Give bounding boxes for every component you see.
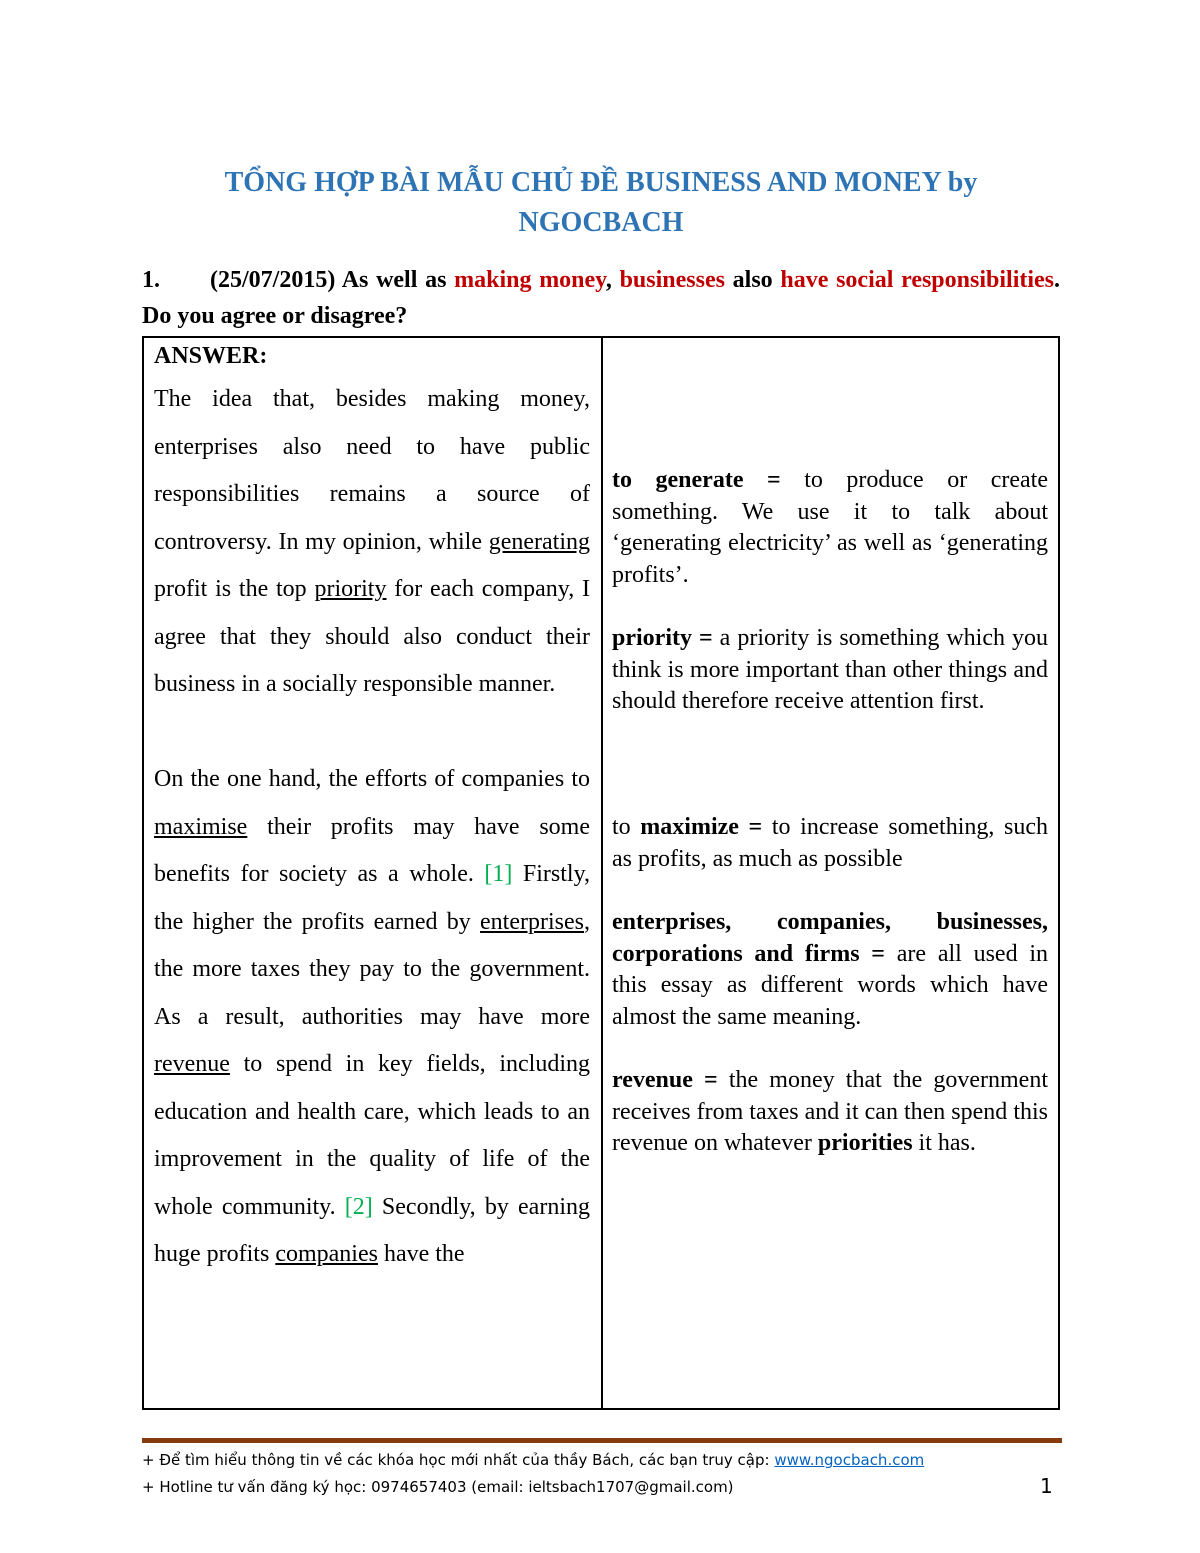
page-number: 1 — [1040, 1474, 1053, 1498]
answer-text: Secondly, by earning huge profits — [154, 1193, 590, 1267]
vocab-definition: a priority is something which you think is more important than other things and should therefore receive attention first. — [612, 625, 1049, 714]
vocab-term: to generate = — [612, 467, 781, 493]
point-marker-2: [2] — [344, 1193, 373, 1220]
answer-text: The idea that, besides making money, enterprises also need to have public responsibilities remains a source of controversy. In my opinion, while — [154, 386, 590, 555]
vocab-term: maximize = — [640, 814, 763, 840]
answer-column — [154, 338, 590, 1279]
title-line-2: NGOCBACH — [518, 207, 684, 238]
vocab-term: enterprises, companies, businesses, corporations and firms = — [612, 909, 1048, 967]
vocab-term: priority = — [612, 625, 713, 651]
question-highlight-businesses: businesses — [619, 267, 725, 293]
answer-text: Firstly, the higher the profits earned by — [154, 861, 591, 935]
vocab-definition: are all used in this essay as different words which have almost the same meaning. — [612, 940, 1049, 1030]
vocab-definition: to increase something, such as profits, as much as possible — [612, 814, 1048, 872]
footer-text: + Để tìm hiểu thông tin về các khóa học mới nhất của thầy Bách, các bạn truy cập: — [142, 1451, 775, 1469]
question-text-1: As well as — [341, 267, 447, 293]
question-date: (25/07/2015) — [210, 267, 336, 293]
vocab-entry-revenue — [612, 1065, 1048, 1160]
answer-paragraph-1 — [154, 376, 590, 709]
vocab-term: revenue = — [612, 1067, 718, 1093]
question-text-2: , — [605, 267, 612, 293]
vocab-entry-enterprises — [612, 907, 1048, 1033]
answer-text: to spend in key fields, including education and health care, which leads to an improvement in the quality of life of the whole community. — [154, 1051, 590, 1220]
footer-rule — [142, 1438, 1062, 1443]
vocab-definition: to produce or create something. We use it to talk about ‘generating electricity’ as well as ‘generating profits’. — [612, 467, 1048, 588]
vocab-underline-priority: priority — [314, 576, 387, 602]
vocab-prefix: to — [612, 814, 641, 840]
answer-text: have the — [377, 1241, 465, 1267]
question-heading — [142, 262, 1060, 334]
vocab-underline-revenue: revenue — [154, 1051, 230, 1077]
vocab-underline-enterprises: enterprises — [480, 908, 584, 935]
answer-text: On the one hand, the efforts of companies to — [154, 766, 590, 792]
vocab-entry-priority — [612, 623, 1048, 718]
question-number: 1. — [142, 267, 160, 293]
vocab-underline-companies: companies — [275, 1241, 378, 1267]
question-text-4: . Do you agree or disagree? — [142, 267, 1061, 329]
answer-text: , the more taxes they pay to the government. As a result, authorities may have more — [154, 908, 590, 1030]
vocab-definition-end: it has. — [912, 1130, 976, 1156]
title-line-1: TỔNG HỢP BÀI MẪU CHỦ ĐỀ BUSINESS AND MONEY by — [224, 167, 978, 198]
vocab-entry-generate — [612, 465, 1048, 591]
vocab-bold-priorities: priorities — [817, 1130, 913, 1156]
question-text-3: also — [732, 267, 773, 293]
answer-label: ANSWER: — [154, 343, 268, 369]
document-title — [142, 163, 1060, 243]
point-marker-1: [1] — [484, 861, 513, 887]
footer-website-link[interactable]: www.ngocbach.com — [774, 1451, 925, 1469]
column-divider — [601, 338, 603, 1408]
answer-text: their profits may have some benefits for society as a whole. — [154, 813, 590, 887]
answer-text: profit is the top — [154, 576, 315, 602]
question-highlight-social-responsibilities: have social responsibilities — [780, 267, 1055, 293]
answer-table — [142, 336, 1060, 1410]
vocab-underline-generating: generating — [488, 528, 590, 555]
vocab-definition: the money that the government receives from taxes and it can then spend this revenue on whatever — [612, 1067, 1049, 1156]
answer-text: for each company, I agree that they should also conduct their business in a socially responsible manner. — [154, 576, 590, 697]
answer-paragraph-2 — [154, 756, 590, 1279]
question-highlight-making-money: making money — [454, 267, 606, 293]
footer-line-2: + Hotline tư vấn đăng ký học: 0974657403 (email: ieltsbach1707@gmail.com) — [142, 1478, 734, 1496]
vocab-underline-maximise: maximise — [154, 813, 248, 840]
vocab-entry-maximize — [612, 812, 1048, 875]
footer-line-1 — [142, 1451, 924, 1469]
